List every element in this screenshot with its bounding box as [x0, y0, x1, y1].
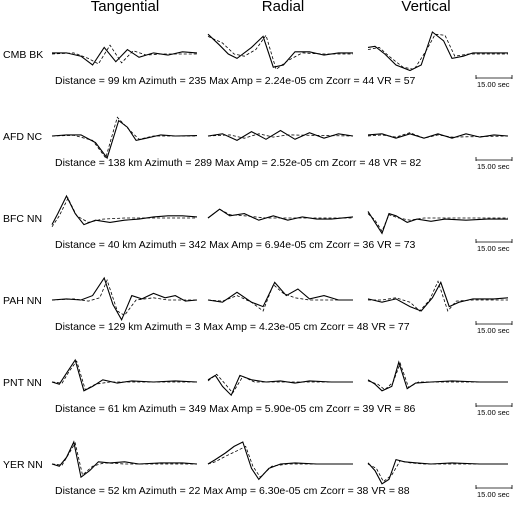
- station-info: Distance = 129 km Azimuth = 3 Max Amp = 4.23e-05 cm Zcorr = 48 VR = 77: [55, 321, 410, 333]
- station-info: Distance = 40 km Azimuth = 342 Max Amp = 6.94e-05 cm Zcorr = 36 VR = 73: [55, 239, 416, 251]
- synthetic-trace-vertical: [368, 363, 508, 389]
- synthetic-trace-radial: [208, 35, 353, 69]
- synthetic-trace-radial: [208, 446, 353, 477]
- observed-trace-tangential: [52, 121, 197, 158]
- station-info: Distance = 99 km Azimuth = 235 Max Amp = 2.24e-05 cm Zcorr = 44 VR = 57: [55, 75, 416, 87]
- station-info: Distance = 61 km Azimuth = 349 Max Amp = 5.90e-05 cm Zcorr = 39 VR = 86: [55, 403, 416, 415]
- observed-trace-radial: [208, 131, 353, 141]
- observed-trace-tangential: [52, 196, 197, 225]
- observed-trace-tangential: [52, 278, 197, 320]
- synthetic-trace-vertical: [368, 34, 508, 69]
- station-rows: [3, 32, 512, 499]
- station-info: Distance = 138 km Azimuth = 289 Max Amp = 2.52e-05 cm Zcorr = 48 VR = 82: [55, 157, 422, 169]
- column-title-tangential: Tangential: [90, 0, 160, 15]
- scale-bar-label: 15.00 sec: [477, 326, 510, 335]
- synthetic-trace-tangential: [52, 198, 197, 227]
- scale-bar-label: 15.00 sec: [477, 162, 510, 171]
- station-label: YER NN: [3, 459, 43, 471]
- station-label: CMB BK: [3, 49, 44, 61]
- observed-trace-tangential: [52, 47, 197, 65]
- observed-trace-vertical: [368, 211, 508, 233]
- observed-trace-vertical: [368, 32, 508, 71]
- scale-bar-label: 15.00 sec: [477, 490, 510, 499]
- scale-bar-label: 15.00 sec: [477, 408, 510, 417]
- observed-trace-radial: [208, 375, 353, 395]
- synthetic-trace-tangential: [52, 117, 197, 158]
- station-label: PAH NN: [3, 295, 42, 307]
- synthetic-trace-radial: [208, 209, 353, 218]
- synthetic-trace-vertical: [368, 281, 508, 311]
- synthetic-trace-tangential: [52, 280, 197, 315]
- observed-trace-vertical: [368, 362, 508, 391]
- observed-trace-radial: [208, 34, 353, 67]
- observed-trace-vertical: [368, 282, 508, 311]
- column-title-vertical: Vertical: [401, 0, 451, 15]
- scale-bar-label: 15.00 sec: [477, 80, 510, 89]
- station-label: BFC NN: [3, 213, 43, 225]
- observed-trace-vertical: [368, 460, 508, 484]
- station-label: PNT NN: [3, 377, 42, 389]
- synthetic-trace-vertical: [368, 214, 508, 232]
- station-info: Distance = 52 km Azimuth = 22 Max Amp = 6.30e-05 cm Zcorr = 38 VR = 88: [55, 485, 410, 497]
- scale-bar-label: 15.00 sec: [477, 244, 510, 253]
- observed-trace-vertical: [368, 134, 508, 138]
- synthetic-trace-tangential: [52, 361, 197, 390]
- station-label: AFD NC: [3, 131, 43, 143]
- observed-trace-radial: [208, 442, 353, 479]
- observed-trace-radial: [208, 282, 353, 306]
- observed-trace-tangential: [52, 442, 197, 477]
- synthetic-trace-tangential: [52, 443, 197, 475]
- synthetic-trace-radial: [208, 374, 353, 393]
- column-title-radial: Radial: [261, 0, 305, 15]
